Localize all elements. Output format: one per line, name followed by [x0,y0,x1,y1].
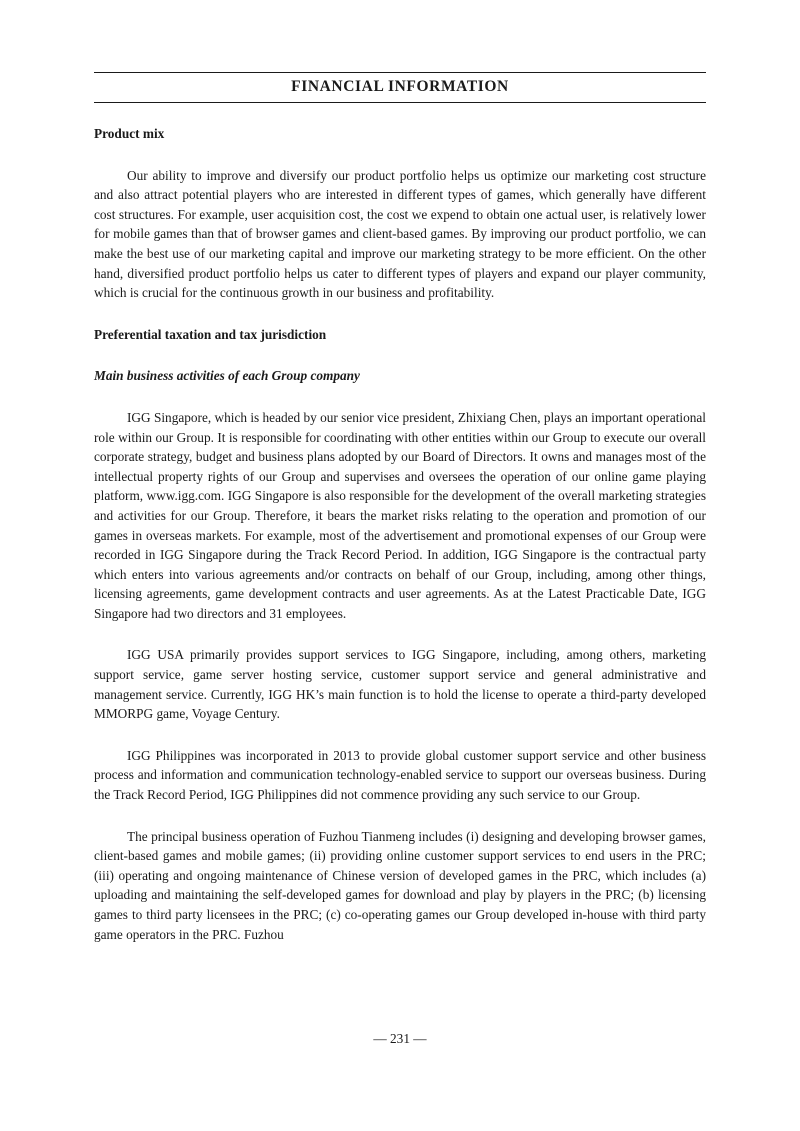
paragraph-product-mix: Our ability to improve and diversify our product portfolio helps us optimize our marketing cost structure and also attract potential players who are interested in different types of games, which generally have different cost structures. For example, user acquisition cost, the cost we expend to obtain one actual user, is relatively lower for mobile games than that of browser games and client-based games. By improving our product portfolio, we can make the best use of our marketing capital and improve our marketing strategy to be more efficient. On the other hand, diversified product portfolio helps us cater to different types of players and expand our player community, which is crucial for the continuous growth in our business and profitability. [94,167,706,301]
subheading-main-activities: Main business activities of each Group company [94,368,360,384]
document-body [94,124,706,944]
page-number: — 231 — [373,1031,427,1046]
paragraph-igg-usa: IGG USA primarily provides support services to IGG Singapore, including, among others, marketing support service, game server hosting service, customer support service and general administrative and management service. Currently, IGG HK’s main function is to hold the license to operate a third-party developed MMORPG game, Voyage Century. [94,647,706,722]
header-top-rule [94,72,706,73]
paragraph-igg-singapore: IGG Singapore, which is headed by our senior vice president, Zhixiang Chen, plays an important operational role within our Group. It is responsible for coordinating with other entities within our Group to execute our overall corporate strategy, budget and business plans adopted by our Board of Directors. It owns and manages most of the intellectual property rights of our Group and supervises and oversees the operation of our online game playing platform, www.igg.com. IGG Singapore is also responsible for the development of the overall marketing strategies and activities for our Group. Therefore, it bears the market risks relating to the operation and promotion of our games in overseas markets. For example, most of the advertisement and promotional expenses of our Group were recorded in IGG Singapore during the Track Record Period. In addition, IGG Singapore is the contractual party which enters into various agreements and/or contracts on behalf of our Group, including, among other things, licensing agreements, game development contracts and user agreements. As at the Latest Practicable Date, IGG Singapore had two directors and 31 employees. [94,409,707,621]
page-header-title: FINANCIAL INFORMATION [291,78,509,95]
paragraph-fuzhou-tianmeng: The principal business operation of Fuzhou Tianmeng includes (i) designing and developing browser games, client-based games and mobile games; (ii) providing online customer support services to end users in the PRC; (iii) operating and ongoing maintenance of Chinese version of developed games in the PRC, which includes (a) uploading and maintaining the self-developed games for download and play by players in the PRC; (b) licensing games to third party licensees in the PRC; (c) co-operating games our Group developed in-house with third party game operators in the PRC. Fuzhou [94,828,706,942]
section-heading-taxation: Preferential taxation and tax jurisdiction [94,326,327,342]
header-bottom-rule [94,102,706,103]
section-heading-product-mix: Product mix [94,126,165,141]
paragraph-igg-philippines: IGG Philippines was incorporated in 2013 to provide global customer support service and other business process and information and communication technology-enabled service to support our overseas business. During the Track Record Period, IGG Philippines did not commence providing any such service to our Group. [94,747,706,803]
